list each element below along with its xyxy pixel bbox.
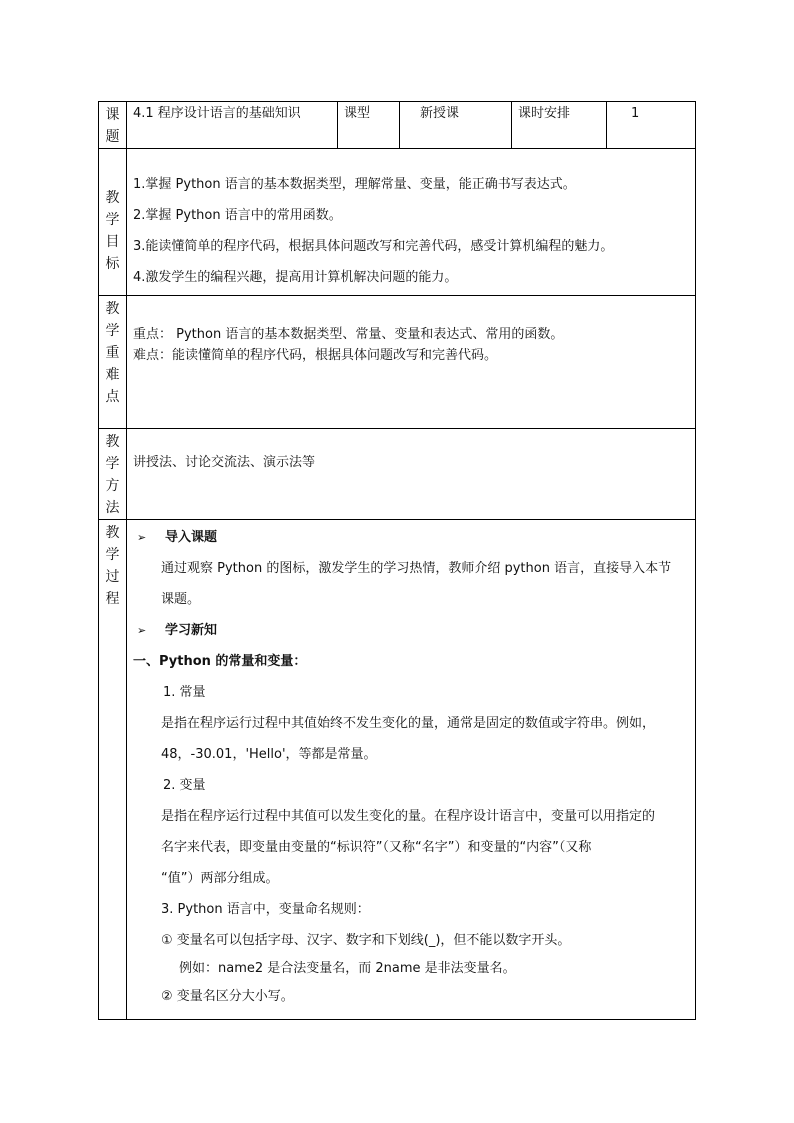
naming-rule-example: 例如：name2 是合法变量名，而 2name 是非法变量名。 [179, 961, 516, 976]
naming-rule-item: ② 变量名区分大小写。 [161, 989, 294, 1004]
arrow-bullet-icon: ➢ [137, 624, 147, 637]
goals-content [127, 149, 696, 296]
method-content [127, 429, 696, 520]
variable-text-line: “值”）两部分组成。 [161, 871, 279, 886]
constant-heading: 1. 常量 [163, 685, 206, 700]
key-points-label: 教 学 重 难 点 [99, 296, 127, 429]
schedule-label: 课时安排 [512, 102, 607, 149]
intro-text-line: 通过观察 Python 的图标，激发学生的学习热情，教师介绍 python 语言，直接导入本节 [161, 561, 672, 576]
variable-text-line: 名字来代表，即变量由变量的“标识符”（又称“名字”）和变量的“内容”（又称 [161, 840, 592, 855]
naming-rule-item: ① 变量名可以包括字母、汉字、数字和下划线(_)，但不能以数字开头。 [161, 933, 571, 948]
goal-item: 2.掌握 Python 语言中的常用函数。 [133, 208, 342, 223]
topic-value: 4.1 程序设计语言的基础知识 [127, 102, 338, 149]
header-row [99, 102, 696, 149]
topic-label: 课 题 [99, 102, 127, 149]
goal-item: 4.激发学生的编程兴趣，提高用计算机解决问题的能力。 [133, 270, 458, 285]
method-text: 讲授法、讨论交流法、演示法等 [133, 455, 316, 470]
key-points-content [127, 296, 696, 429]
variable-text-line: 是指在程序运行过程中其值可以发生变化的量。在程序设计语言中，变量可以用指定的 [161, 809, 656, 824]
constant-text-line: 48，-30.01，'Hello'，等都是常量。 [161, 747, 377, 762]
intro-heading: ➢ 导入课题 [133, 522, 689, 553]
intro-text-line: 课题。 [161, 592, 201, 607]
goal-item: 3.能读懂简单的程序代码，根据具体问题改写和完善代码，感受计算机编程的魅力。 [133, 239, 614, 254]
method-label: 教 学 方 法 [99, 429, 127, 520]
process-label: 教 学 过 程 [99, 520, 127, 1020]
goals-row [99, 149, 696, 296]
key-points-row [99, 296, 696, 429]
section1-heading: 一、Python 的常量和变量： [133, 654, 307, 669]
lesson-plan-table [98, 101, 696, 1020]
goal-item: 1.掌握 Python 语言的基本数据类型，理解常量、变量，能正确书写表达式。 [133, 177, 576, 192]
lesson-type-label: 课型 [338, 102, 400, 149]
variable-heading: 2. 变量 [163, 778, 206, 793]
schedule-value: 1 [607, 102, 696, 149]
key-point-text: 重点： Python 语言的基本数据类型、常量、变量和表达式、常用的函数。 [133, 327, 564, 342]
process-row [99, 520, 696, 1020]
method-row [99, 429, 696, 520]
constant-text-line: 是指在程序运行过程中其值始终不发生变化的量，通常是固定的数值或字符串。例如， [161, 716, 656, 731]
arrow-bullet-icon: ➢ [137, 531, 147, 544]
goals-label: 教 学 目 标 [99, 149, 127, 296]
lesson-type-value: 新授课 [400, 102, 512, 149]
learn-heading: ➢ 学习新知 [133, 615, 689, 646]
naming-rules-heading: 3. Python 语言中，变量命名规则： [161, 902, 370, 917]
difficult-point-text: 难点：能读懂简单的程序代码，根据具体问题改写和完善代码。 [133, 348, 498, 363]
process-content [127, 520, 696, 1020]
